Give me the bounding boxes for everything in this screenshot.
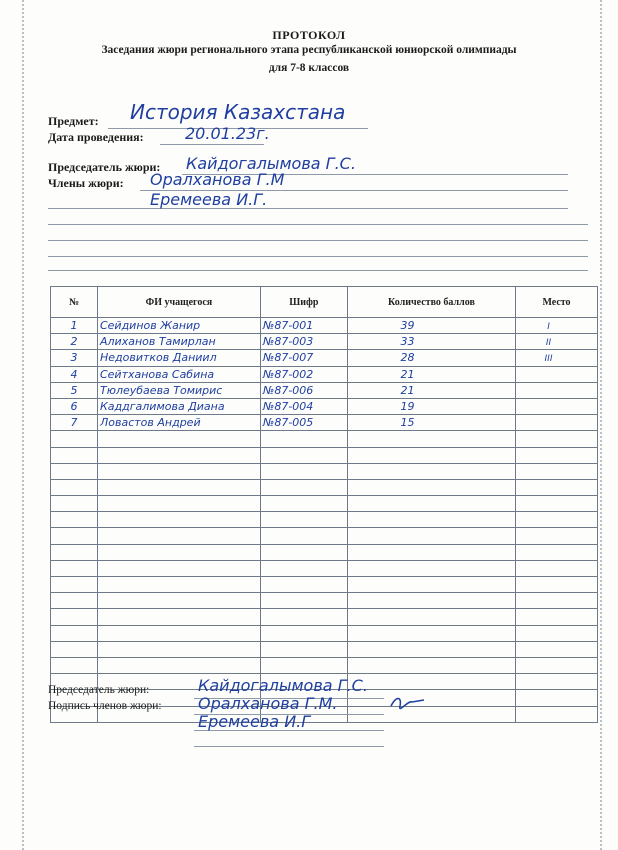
empty-cell — [97, 577, 260, 593]
footer-chair-label: Председатель жюри: — [48, 684, 150, 696]
header-score: Количество баллов — [347, 287, 515, 318]
row-score: 28 — [347, 350, 515, 366]
table-row — [51, 398, 598, 414]
empty-cell — [347, 577, 515, 593]
empty-cell — [97, 657, 260, 673]
row-name: Алиханов Тамирлан — [97, 334, 260, 350]
table-row — [51, 415, 598, 431]
table-row-empty — [51, 560, 598, 576]
empty-cell — [51, 641, 98, 657]
table-row — [51, 382, 598, 398]
empty-cell — [347, 447, 515, 463]
document-subtitle: Заседания жюри регионального этапа республиканской юниорской олимпиады — [101, 44, 517, 56]
table-row-empty — [51, 463, 598, 479]
document-grade: для 7-8 классов — [268, 62, 350, 74]
row-name: Тюлеубаева Томирис — [97, 382, 260, 398]
results-table — [50, 286, 598, 723]
row-number: 5 — [51, 382, 98, 398]
document-title: ПРОТОКОЛ — [272, 28, 346, 42]
empty-cell — [97, 431, 260, 447]
signatures-label: Подпись членов жюри: — [48, 700, 162, 712]
row-code: №87-004 — [260, 398, 347, 414]
empty-cell — [516, 641, 598, 657]
row-number: 1 — [51, 318, 98, 334]
empty-cell — [97, 609, 260, 625]
table-row-empty — [51, 544, 598, 560]
empty-cell — [51, 431, 98, 447]
empty-cell — [516, 544, 598, 560]
table-row — [51, 334, 598, 350]
empty-cell — [260, 463, 347, 479]
row-place: I — [516, 318, 598, 334]
empty-cell — [347, 479, 515, 495]
punch-margin — [22, 0, 24, 850]
table-row-empty — [51, 496, 598, 512]
row-score: 15 — [347, 415, 515, 431]
empty-cell — [97, 625, 260, 641]
row-score: 39 — [347, 318, 515, 334]
table-row-empty — [51, 447, 598, 463]
empty-cell — [97, 479, 260, 495]
row-score: 33 — [347, 334, 515, 350]
members-line-3 — [48, 224, 588, 225]
header-place: Место — [516, 287, 598, 318]
empty-cell — [516, 609, 598, 625]
row-code: №87-005 — [260, 415, 347, 431]
empty-cell — [347, 609, 515, 625]
empty-cell — [51, 447, 98, 463]
row-code: №87-002 — [260, 366, 347, 382]
empty-cell — [516, 706, 598, 722]
member-1: Оралханова Г.М — [150, 170, 285, 189]
row-score: 19 — [347, 398, 515, 414]
empty-cell — [516, 496, 598, 512]
empty-cell — [260, 593, 347, 609]
empty-cell — [97, 641, 260, 657]
chair-label: Председатель жюри: — [48, 160, 161, 174]
row-name: Каддгалимова Диана — [97, 398, 260, 414]
row-score: 21 — [347, 366, 515, 382]
table-row-empty — [51, 657, 598, 673]
empty-cell — [347, 528, 515, 544]
date-line — [160, 144, 264, 145]
empty-cell — [347, 560, 515, 576]
signature-2: Еремеева И.Г — [198, 712, 311, 731]
empty-cell — [51, 609, 98, 625]
empty-cell — [260, 577, 347, 593]
empty-cell — [516, 463, 598, 479]
table-row-empty — [51, 479, 598, 495]
empty-cell — [97, 512, 260, 528]
members-line-2 — [48, 208, 568, 209]
row-name: Сейдинов Жанир — [97, 318, 260, 334]
members-line-5 — [48, 256, 588, 257]
empty-cell — [516, 577, 598, 593]
row-name: Недовитков Даниил — [97, 350, 260, 366]
empty-cell — [347, 431, 515, 447]
empty-cell — [516, 431, 598, 447]
signature-line-3 — [194, 746, 384, 747]
row-place — [516, 415, 598, 431]
row-place — [516, 382, 598, 398]
empty-cell — [51, 496, 98, 512]
header-code: Шифр — [260, 287, 347, 318]
empty-cell — [51, 560, 98, 576]
table-row-empty — [51, 593, 598, 609]
members-line-6 — [48, 270, 588, 271]
empty-cell — [347, 593, 515, 609]
row-place — [516, 398, 598, 414]
table-header-row — [51, 287, 598, 318]
empty-cell — [51, 577, 98, 593]
row-code: №87-003 — [260, 334, 347, 350]
empty-cell — [347, 512, 515, 528]
table-row-empty — [51, 528, 598, 544]
empty-cell — [260, 512, 347, 528]
empty-cell — [516, 593, 598, 609]
empty-cell — [347, 641, 515, 657]
empty-cell — [260, 479, 347, 495]
members-label: Члены жюри: — [48, 176, 124, 190]
table-row-empty — [51, 641, 598, 657]
empty-cell — [260, 641, 347, 657]
empty-cell — [516, 690, 598, 706]
empty-cell — [260, 560, 347, 576]
table-row-empty — [51, 609, 598, 625]
header-student-name: ФИ учащегося — [97, 287, 260, 318]
empty-cell — [516, 479, 598, 495]
row-score: 21 — [347, 382, 515, 398]
empty-cell — [51, 479, 98, 495]
table-row-empty — [51, 512, 598, 528]
empty-cell — [347, 496, 515, 512]
empty-cell — [347, 544, 515, 560]
table-row — [51, 350, 598, 366]
members-line-4 — [48, 240, 588, 241]
empty-cell — [516, 447, 598, 463]
empty-cell — [347, 625, 515, 641]
row-code: №87-001 — [260, 318, 347, 334]
empty-cell — [97, 447, 260, 463]
row-place: III — [516, 350, 598, 366]
table-row — [51, 318, 598, 334]
signature-1: Оралханова Г.М. — [198, 694, 338, 713]
empty-cell — [347, 463, 515, 479]
empty-cell — [260, 544, 347, 560]
empty-cell — [260, 528, 347, 544]
empty-cell — [516, 528, 598, 544]
row-name: Ловастов Андрей — [97, 415, 260, 431]
empty-cell — [51, 512, 98, 528]
row-number: 4 — [51, 366, 98, 382]
empty-cell — [97, 463, 260, 479]
empty-cell — [260, 609, 347, 625]
table-row-empty — [51, 625, 598, 641]
empty-cell — [516, 674, 598, 690]
empty-cell — [260, 496, 347, 512]
chair-value: Кайдогалымова Г.С. — [186, 154, 356, 173]
table-row-empty — [51, 577, 598, 593]
empty-cell — [97, 528, 260, 544]
empty-cell — [51, 463, 98, 479]
row-code: №87-007 — [260, 350, 347, 366]
punch-margin-right — [600, 0, 602, 850]
empty-cell — [51, 657, 98, 673]
empty-cell — [516, 512, 598, 528]
footer-chair-value: Кайдогалымова Г.С. — [198, 676, 368, 695]
row-code: №87-006 — [260, 382, 347, 398]
empty-cell — [51, 625, 98, 641]
row-number: 3 — [51, 350, 98, 366]
empty-cell — [260, 625, 347, 641]
member-2: Еремеева И.Г. — [150, 190, 268, 209]
empty-cell — [97, 560, 260, 576]
empty-cell — [51, 593, 98, 609]
empty-cell — [260, 431, 347, 447]
table-row — [51, 366, 598, 382]
date-label: Дата проведения: — [48, 130, 144, 144]
row-number: 7 — [51, 415, 98, 431]
empty-cell — [516, 625, 598, 641]
empty-cell — [516, 657, 598, 673]
empty-cell — [97, 496, 260, 512]
date-value: 20.01.23г. — [185, 124, 270, 143]
empty-cell — [260, 657, 347, 673]
empty-cell — [51, 544, 98, 560]
row-number: 2 — [51, 334, 98, 350]
empty-cell — [260, 447, 347, 463]
header-number: № — [51, 287, 98, 318]
row-number: 6 — [51, 398, 98, 414]
table-row-empty — [51, 431, 598, 447]
empty-cell — [347, 674, 515, 690]
empty-cell — [347, 657, 515, 673]
empty-cell — [516, 560, 598, 576]
signature-scribble-icon — [388, 694, 428, 716]
empty-cell — [97, 544, 260, 560]
empty-cell — [97, 593, 260, 609]
row-place: II — [516, 334, 598, 350]
empty-cell — [51, 528, 98, 544]
subject-value: История Казахстана — [130, 100, 346, 124]
row-place — [516, 366, 598, 382]
row-name: Сейтханова Сабина — [97, 366, 260, 382]
subject-label: Предмет: — [48, 114, 99, 128]
